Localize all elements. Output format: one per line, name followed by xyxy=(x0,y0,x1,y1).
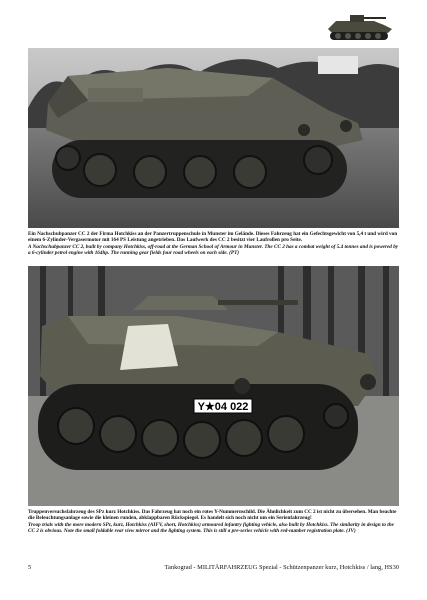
caption-german: Truppenversuchsfahrzeug des SPz kurz Hotchkiss. Das Fahrzeug hat noch ein rotes Y-Nummernschild. Die Ähnlichkeit zum CC 2 ist nicht zu übersehen. Man beachte die Beleuchtungsanlage sowie die kleinen runden, abklappbaren Rückspiegel. Es handelt sich noch nicht um ein Serienfahrzeug! xyxy=(28,509,397,522)
footer-title: Tankograd - MILITÄRFAHRZEUG Spezial - Schützenpanzer kurz, Hotchkiss / lang, HS30 xyxy=(164,564,399,571)
page-number: 5 xyxy=(28,564,32,571)
photo-cc2-tank xyxy=(28,48,399,228)
photo-spz-kurz-hotchkiss xyxy=(28,266,399,506)
photo-caption-1 xyxy=(28,231,399,257)
header-thumbnail xyxy=(322,9,398,43)
page-footer xyxy=(28,564,399,571)
photo-caption-2 xyxy=(28,509,399,535)
registration-plate: Y★04 022 xyxy=(197,401,249,413)
caption-english: A Nachschubpanzer CC 2, built by company Hotchkiss, off-road at the German School of Armour in Munster. The CC 2 has a combat weight of 5.4 tonnes and is powered by a 6-cylinder petrol engine with 164hp. The running gear fields four road wheels on each side. (PT) xyxy=(28,243,399,257)
caption-english: Troop trials with the more modern SPz, kurz, Hotchkiss (AIFV, short, Hotchkiss) armoured infantry fighting vehicle, also built by Hotchkiss. The similarity in design to the CC 2 is obvious. Note the small foldable rear view mirror and the lighting system. This is still a pre-series vehicle with red-number registration plate. (JV) xyxy=(28,521,394,535)
tank-silhouette-icon xyxy=(322,9,398,43)
caption-german: Ein Nachschubpanzer CC 2 der Firma Hotchkiss an der Panzertruppenschule in Munster im Gelände. Dieses Fahrzeug hat ein Gefechtsgewicht von 5,4 t und wird von einem 6-Zylinder-Vergasermotor mit 164 PS Leistung angetrieben. Das Laufwerk des CC 2 besitzt vier Laufrollen pro Seite. xyxy=(28,231,398,244)
